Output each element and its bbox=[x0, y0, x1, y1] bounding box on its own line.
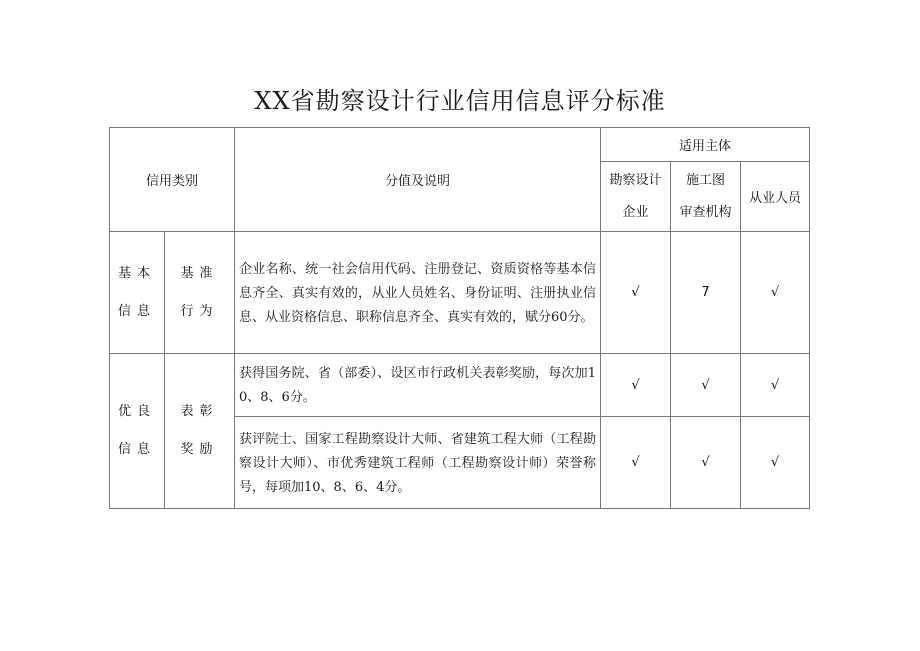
header-subject-practitioners: 从业人员 bbox=[741, 162, 810, 232]
header-subject-drawing-review-agency bbox=[671, 162, 741, 232]
score-description: 获得国务院、省（部委）、设区市行政机关表彰奖励，每次加10、8、6分。 bbox=[235, 354, 601, 417]
header-row-1 bbox=[110, 128, 810, 162]
category-excellent-info bbox=[110, 354, 165, 509]
page-title: XX省勘察设计行业信用信息评分标准 bbox=[254, 87, 666, 115]
applicable-mark: √ bbox=[741, 232, 810, 354]
subcategory-commendation-award bbox=[165, 354, 235, 509]
table-row-basic-info bbox=[110, 232, 810, 354]
subcategory-baseline-behavior bbox=[165, 232, 235, 354]
header-subject-line: 企业 bbox=[622, 204, 649, 220]
header-score-desc: 分值及说明 bbox=[235, 128, 601, 232]
category-line: 基本 bbox=[117, 265, 156, 281]
table-row-excellent-info-1 bbox=[110, 354, 810, 417]
header-subject-line: 勘察设计 bbox=[609, 172, 662, 188]
applicable-mark: √ bbox=[741, 354, 810, 417]
category-line: 优良 bbox=[117, 404, 156, 419]
header-subject-survey-design-enterprise bbox=[601, 162, 671, 232]
header-category: 信用类别 bbox=[110, 128, 235, 232]
category-line: 信息 bbox=[117, 442, 156, 457]
score-description: 企业名称、统一社会信用代码、注册登记、资质资格等基本信息齐全、真实有效的，从业人员姓名、身份证明、注册执业信息、从业资格信息、职称信息齐全、真实有效的，赋分60分。 bbox=[235, 232, 601, 354]
category-basic-info bbox=[110, 232, 165, 354]
applicable-mark: √ bbox=[601, 232, 671, 354]
score-description: 获评院士、国家工程勘察设计大师、省建筑工程大师（工程勘察设计大师）、市优秀建筑工程师（工程勘察设计师）荣誉称号，每项加10、8、6、4分。 bbox=[235, 417, 601, 509]
scoring-standard-table bbox=[109, 127, 810, 509]
category-line: 行为 bbox=[180, 303, 219, 319]
category-line: 表彰 bbox=[180, 404, 219, 419]
header-applicable-subject: 适用主体 bbox=[601, 128, 810, 162]
category-line: 奖励 bbox=[180, 442, 219, 457]
header-subject-line: 审查机构 bbox=[679, 204, 732, 220]
category-line: 信息 bbox=[117, 303, 156, 319]
applicable-mark: √ bbox=[601, 354, 671, 417]
applicable-mark: 7 bbox=[671, 232, 741, 354]
category-line: 基准 bbox=[180, 265, 219, 281]
applicable-mark: √ bbox=[671, 417, 741, 509]
header-subject-line: 施工图 bbox=[686, 172, 726, 188]
applicable-mark: √ bbox=[601, 417, 671, 509]
applicable-mark: √ bbox=[671, 354, 741, 417]
applicable-mark: √ bbox=[741, 417, 810, 509]
